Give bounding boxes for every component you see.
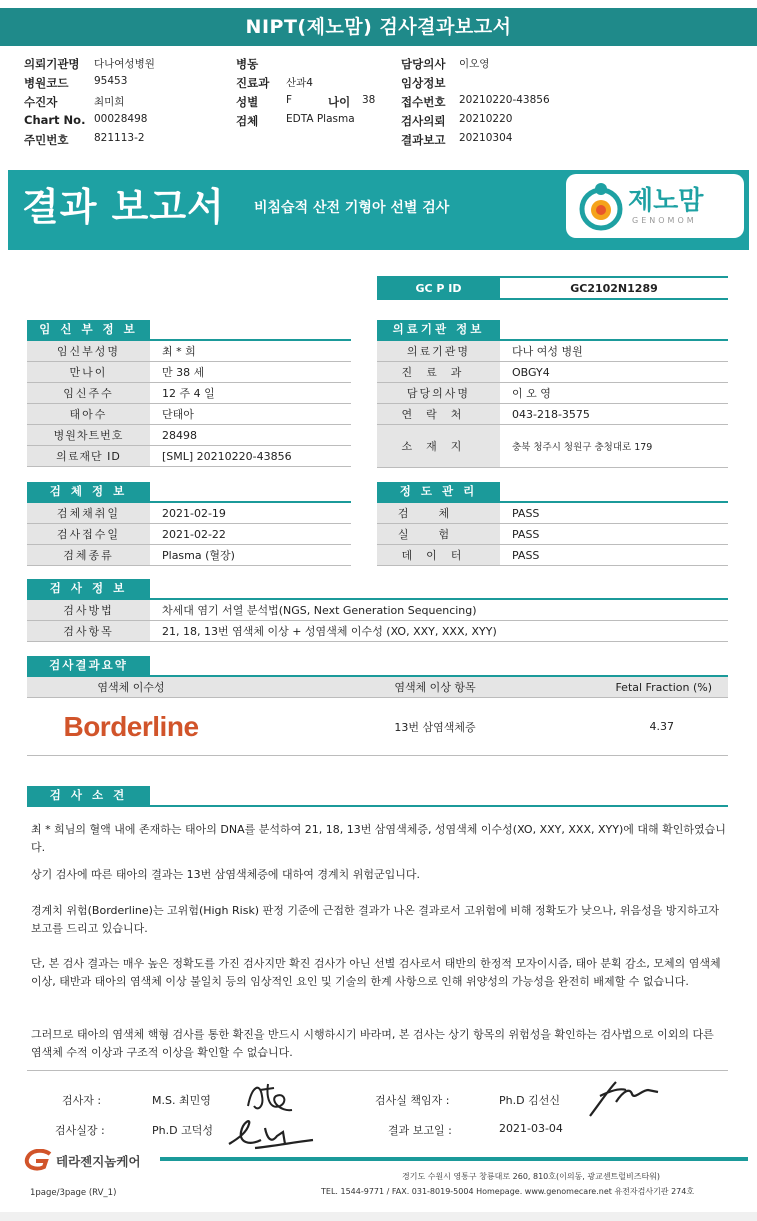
label: 담당의사명 — [377, 383, 500, 403]
row-chart-no — [27, 425, 351, 446]
qc-section — [377, 482, 728, 566]
test-title: 검 사 정 보 — [27, 579, 150, 598]
lab-head-signature-icon — [586, 1076, 662, 1120]
label: 의료재단 ID — [27, 446, 150, 466]
summary-title: 검사결과요약 — [27, 656, 150, 675]
lab-head-label: 검사실 책임자 : — [375, 1094, 450, 1107]
label: 임신주수 — [27, 383, 150, 403]
value: 2021-02-19 — [162, 506, 226, 520]
label-patient: 수진자 — [24, 95, 58, 109]
signature-divider — [27, 1070, 728, 1071]
tester-label: 검사자 : — [62, 1094, 102, 1107]
header-info — [24, 56, 744, 156]
value: PASS — [512, 506, 540, 520]
label-resident-no: 주민번호 — [24, 133, 69, 147]
row-received-date — [27, 524, 351, 545]
header-fetal-fraction: Fetal Fraction (%) — [615, 680, 712, 694]
label-ward: 병동 — [236, 57, 259, 71]
label: 실험 — [377, 524, 500, 544]
summary-section — [27, 656, 728, 756]
value-institution: 다나여성병원 — [94, 58, 155, 70]
value-age: 38 — [362, 94, 376, 106]
opinion-section — [27, 786, 728, 807]
tester-name: M.S. 최민영 — [152, 1094, 211, 1107]
label: 의료기관명 — [377, 341, 500, 361]
row-qc-experiment — [377, 524, 728, 545]
report-date-label: 결과 보고일 : — [388, 1124, 452, 1137]
opinion-paragraph-4: 단, 본 검사 결과는 매우 높은 정확도를 가진 검사지만 확진 검사가 아닌 선별 검사로서 태반의 한정적 모자이시즘, 태아 분획 감소, 모체의 염색체 이상, 태반과 태아의 염색체 이상 불일치 등의 임상적인 요인 및 기술의 한계 사항으로 인해 위양성의 가능성을 완전히 배제할 수 없습니다. — [31, 957, 721, 988]
value: 만 38 세 — [162, 366, 205, 379]
row-test-method — [27, 600, 728, 621]
value: 043-218-3575 — [512, 407, 590, 421]
header-abnormal-items: 염색체 이상 항목 — [394, 681, 476, 694]
banner-subtitle: 비침습적 산전 기형아 선별 검사 — [254, 200, 450, 216]
label: 검사방법 — [27, 600, 150, 620]
opinion-line — [27, 805, 728, 807]
value: 12 주 4 일 — [162, 387, 215, 400]
label-specimen: 검체 — [236, 114, 259, 128]
opinion-paragraph-1: 최 * 희님의 혈액 내에 존재하는 태아의 DNA를 분석하여 21, 18, 13번 삼염색체증, 성염색체 이수성(XO, XXY, XXX, XYY)에 대해 확인하였습니다. — [31, 823, 726, 854]
footer-address: 경기도 수원시 영통구 창룡대로 260, 810호(이의동, 광교센트럴비즈타워) — [402, 1172, 661, 1181]
gcpid-row — [377, 276, 728, 300]
row-fetus-count — [27, 404, 351, 425]
company-name: 테라젠지놈케어 — [56, 1154, 141, 1169]
pregnant-section — [27, 320, 351, 467]
qc-title: 정 도 관 리 — [377, 482, 500, 501]
row-gestation — [27, 383, 351, 404]
header-col-1 — [24, 56, 155, 151]
label-doctor: 담당의사 — [401, 57, 446, 71]
value-hospital-code: 95453 — [94, 75, 128, 87]
value-department: 산과4 — [286, 77, 313, 89]
row-collection-date — [27, 503, 351, 524]
value-doctor: 이오영 — [459, 58, 490, 70]
director-name: Ph.D 고덕성 — [152, 1124, 213, 1137]
value-accession-no: 20210220-43856 — [459, 94, 550, 106]
genomom-logo — [566, 174, 744, 238]
value: 다나 여성 병원 — [512, 345, 583, 358]
specimen-section — [27, 482, 351, 566]
label: 만나이 — [27, 362, 150, 382]
value: 최 * 희 — [162, 345, 196, 358]
label-age: 나이 — [328, 95, 351, 109]
value-chart-no: 00028498 — [94, 113, 148, 125]
value-resident-no: 821113-2 — [94, 132, 145, 144]
value: PASS — [512, 548, 540, 562]
footer-contact: TEL. 1544-9771 / FAX. 031-8019-5004 Homepage. www.genomecare.net 유전자검사기관 274호 — [321, 1187, 695, 1196]
value-patient: 최미희 — [94, 96, 125, 108]
value: 차세대 염기 서열 분석법(NGS, Next Generation Sequencing) — [162, 604, 477, 617]
test-section — [27, 579, 728, 642]
label: 연락처 — [377, 404, 500, 424]
report-title: NIPT(제노맘) 검사결과보고서 — [0, 8, 757, 46]
summary-header-row — [27, 677, 728, 698]
opinion-paragraph-5: 그러므로 태아의 염색체 핵형 검사를 통한 확진을 반드시 시행하시기 바라며, 본 검사는 상기 항목의 위험성을 확인하는 검사법으로 이외의 다른 염색체 수적 이상과 구조적 이상을 확인할 수 없습니다. — [31, 1028, 714, 1059]
bottom-strip — [0, 1212, 757, 1221]
opinion-paragraph-3: 경계치 위험(Borderline)는 고위험(High Risk) 판정 기준에 근접한 결과가 나온 결과로서 고위험에 비해 정확도가 낮으나, 위음성을 방지하고자 보고를 드리고 있습니다. — [31, 904, 719, 935]
abnormal-item-value: 13번 삼염색체증 — [394, 720, 476, 734]
value-sex: F — [286, 94, 293, 106]
row-specimen-type — [27, 545, 351, 566]
value-specimen: EDTA Plasma — [286, 113, 355, 125]
value: 충북 청주시 청원구 충청대로 179 — [512, 442, 653, 453]
value: 21, 18, 13번 염색체 이상 + 성염색체 이수성 (XO, XXY, XXX, XYY) — [162, 625, 497, 638]
row-foundation-id — [27, 446, 351, 467]
label: 소재지 — [377, 425, 500, 467]
summary-result-row — [27, 698, 728, 756]
label-chart-no: Chart No. — [24, 113, 86, 127]
header-col-2 — [236, 56, 375, 132]
row-age — [27, 362, 351, 383]
label-department: 진료과 — [236, 76, 270, 90]
value: 2021-02-22 — [162, 527, 226, 541]
label-request-date: 검사의뢰 — [401, 114, 446, 128]
value-report-date: 20210304 — [459, 132, 513, 144]
label: 검체종류 — [27, 545, 150, 565]
logo-text: 제노맘 — [628, 186, 704, 216]
genomom-logo-icon — [578, 181, 624, 231]
gcpid-label: GC P ID — [377, 278, 500, 298]
row-doctor-name — [377, 383, 728, 404]
value: 28498 — [162, 428, 197, 442]
opinion-title: 검 사 소 견 — [27, 786, 150, 805]
lab-head-name: Ph.D 김선신 — [499, 1094, 560, 1107]
pregnant-title: 임 신 부 정 보 — [27, 320, 150, 339]
value: [SML] 20210220-43856 — [162, 449, 292, 463]
director-label: 검사실장 : — [55, 1124, 105, 1137]
label-hospital-code: 병원코드 — [24, 76, 69, 90]
label: 검체 — [377, 503, 500, 523]
row-contact — [377, 404, 728, 425]
label-clinical-info: 임상정보 — [401, 76, 446, 90]
row-qc-specimen — [377, 503, 728, 524]
label: 병원차트번호 — [27, 425, 150, 445]
gcpid-value: GC2102N1289 — [570, 281, 658, 295]
director-signature-icon — [225, 1110, 317, 1154]
footer-bar — [160, 1157, 748, 1161]
institution-title: 의료기관 정보 — [377, 320, 500, 339]
label: 진료과 — [377, 362, 500, 382]
report-date-value: 2021-03-04 — [499, 1122, 563, 1135]
row-location — [377, 425, 728, 468]
row-institution-name — [377, 341, 728, 362]
row-department — [377, 362, 728, 383]
value: 이 오 영 — [512, 387, 551, 400]
banner-title: 결과 보고서 — [22, 185, 225, 229]
value-request-date: 20210220 — [459, 113, 513, 125]
header-aneuploidy: 염색체 이수성 — [97, 681, 165, 694]
value: 단태아 — [162, 408, 194, 421]
institution-section — [377, 320, 728, 468]
label-sex: 성별 — [236, 95, 259, 109]
logo-subtext: GENOMOM — [632, 216, 697, 225]
label: 검사접수일 — [27, 524, 150, 544]
label: 데이터 — [377, 545, 500, 565]
label: 검사항목 — [27, 621, 150, 641]
label-report-date: 결과보고 — [401, 133, 446, 147]
label-accession-no: 접수번호 — [401, 95, 446, 109]
result-borderline: Borderline — [63, 710, 199, 742]
value: Plasma (혈장) — [162, 549, 235, 562]
label: 임신부성명 — [27, 341, 150, 361]
terragen-logo-icon — [24, 1149, 54, 1171]
label: 검체채취일 — [27, 503, 150, 523]
value: PASS — [512, 527, 540, 541]
row-pregnant-name — [27, 341, 351, 362]
row-qc-data — [377, 545, 728, 566]
label-institution: 의뢰기관명 — [24, 57, 80, 71]
value: OBGY4 — [512, 365, 550, 379]
specimen-title: 검 체 정 보 — [27, 482, 150, 501]
fetal-fraction-value: 4.37 — [649, 720, 674, 733]
opinion-paragraph-2: 상기 검사에 따른 태아의 결과는 13번 삼염색체증에 대하여 경계치 위험군입니다. — [31, 868, 420, 881]
header-col-3 — [401, 56, 550, 151]
page-number: 1page/3page (RV_1) — [30, 1188, 117, 1198]
row-test-items — [27, 621, 728, 642]
label: 태아수 — [27, 404, 150, 424]
